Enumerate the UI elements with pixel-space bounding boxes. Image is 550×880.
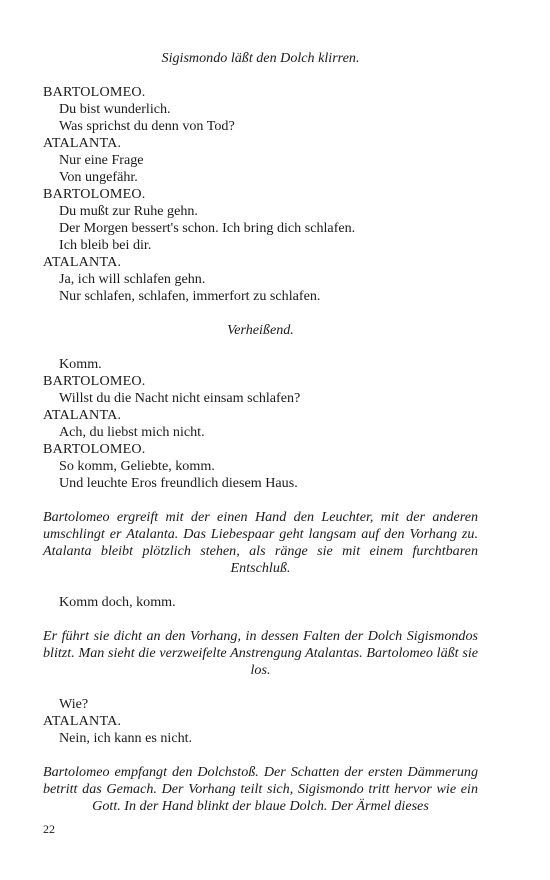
verse-line: Der Morgen bessert's schon. Ich bring dich schlafen. xyxy=(59,220,356,236)
speaker-name: BARTOLOMEO. xyxy=(43,373,146,389)
speaker-name: ATALANTA. xyxy=(43,254,122,270)
verse-line: Ich bleib bei dir. xyxy=(59,237,152,253)
verse-line: Nein, ich kann es nicht. xyxy=(59,730,193,746)
verse-line: Ach, du liebst mich nicht. xyxy=(59,424,205,440)
verse-line: Du bist wunderlich. xyxy=(59,101,171,117)
stage-direction: Sigismondo läßt den Dolch klirren. xyxy=(161,50,360,66)
verse-line: So komm, Geliebte, komm. xyxy=(59,458,215,474)
page-number: 22 xyxy=(43,822,55,836)
speaker-name: BARTOLOMEO. xyxy=(43,186,146,202)
stage-direction-block: Bartolomeo empfangt den Dolchstoß. Der Schatten der ersten Dämmerung betritt das Gemach. Der Vorhang teilt sich, Sigismondo tritt hervor wie ein Gott. In der Hand blinkt der blaue Dolch. Der Ärmel dieses xyxy=(43,764,478,814)
speaker-name: ATALANTA. xyxy=(43,407,122,423)
verse-line: Komm. xyxy=(59,356,102,372)
page-body xyxy=(43,50,478,815)
verse-line: Nur schlafen, schlafen, immerfort zu schlafen. xyxy=(59,288,321,304)
verse-line: Ja, ich will schlafen gehn. xyxy=(59,271,206,287)
verse-line: Von ungefähr. xyxy=(59,169,138,185)
stage-direction-block: Er führt sie dicht an den Vorhang, in dessen Falten der Dolch Sigismondos blitzt. Man sieht die verzweifelte Anstrengung Atalantas. Bartolomeo läßt sie los. xyxy=(43,628,478,678)
verse-line: Komm doch, komm. xyxy=(59,594,176,610)
verse-line: Willst du die Nacht nicht einsam schlafen? xyxy=(59,390,301,406)
verse-line: Nur eine Frage xyxy=(59,152,144,168)
speaker-name: ATALANTA. xyxy=(43,713,122,729)
speaker-name: BARTOLOMEO. xyxy=(43,441,146,457)
stage-direction-block: Bartolomeo ergreift mit der einen Hand den Leuchter, mit der anderen umschlingt er Atalanta. Das Liebespaar geht langsam auf den Vorhang zu. Atalanta bleibt plötzlich stehen, als ränge sie mit einem furchtbaren Entschluß. xyxy=(43,509,478,576)
speaker-name: BARTOLOMEO. xyxy=(43,84,146,100)
verse-line: Wie? xyxy=(59,696,89,712)
speaker-name: ATALANTA. xyxy=(43,135,122,151)
verse-line: Und leuchte Eros freundlich diesem Haus. xyxy=(59,475,298,491)
verse-line: Was sprichst du denn von Tod? xyxy=(59,118,235,134)
stage-direction: Verheißend. xyxy=(227,322,294,338)
verse-line: Du mußt zur Ruhe gehn. xyxy=(59,203,198,219)
